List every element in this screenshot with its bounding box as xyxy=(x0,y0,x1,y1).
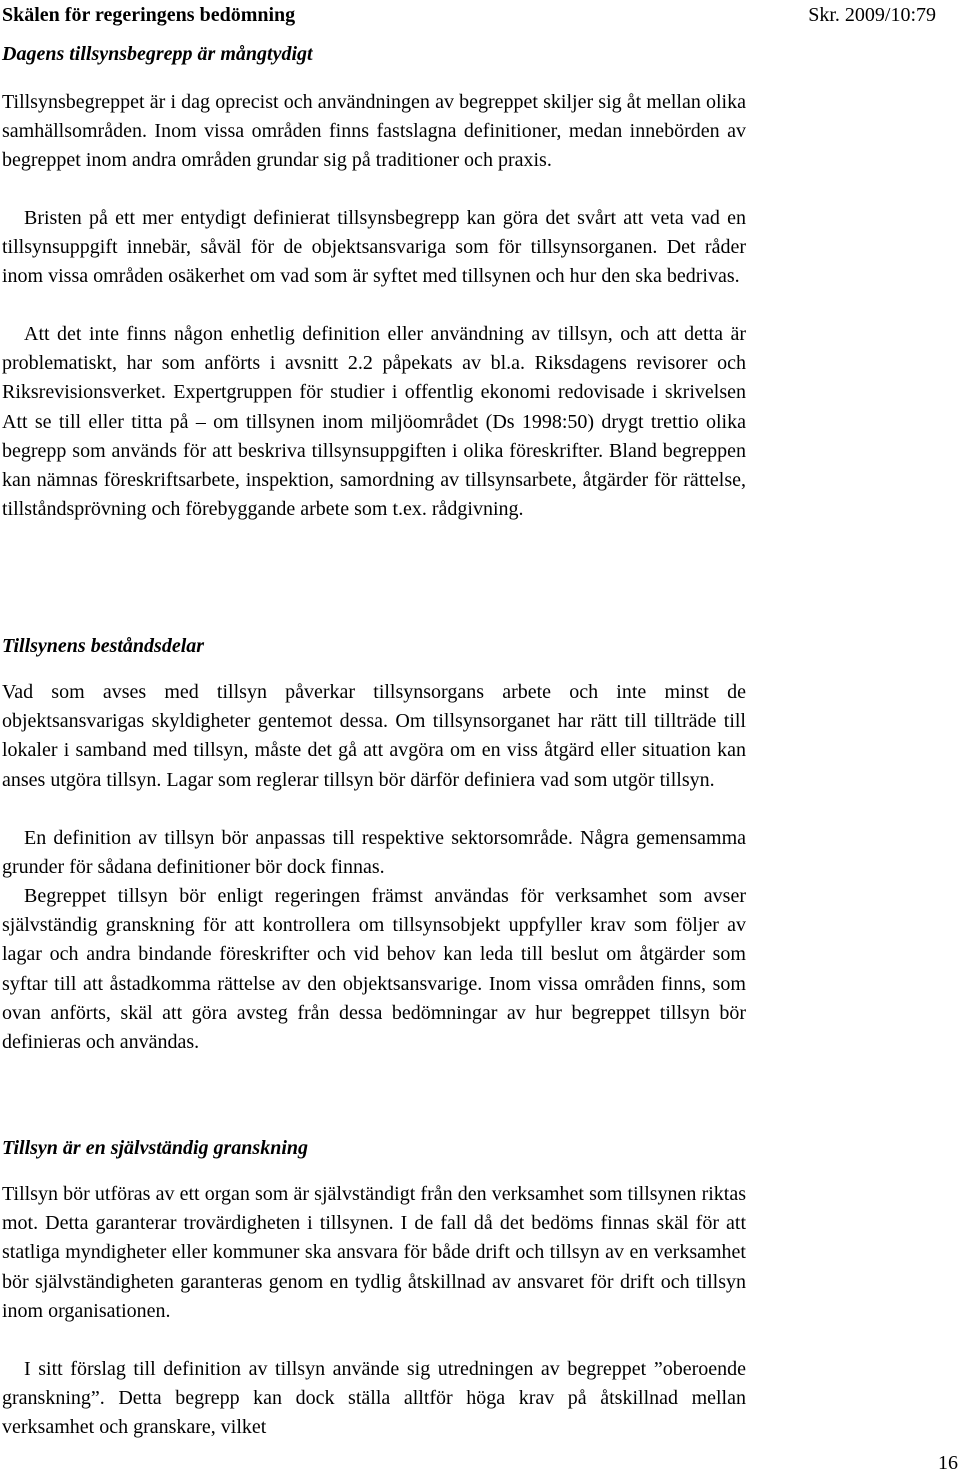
section-heading: Dagens tillsynsbegrepp är mångtydigt xyxy=(2,43,313,65)
paragraph: Bristen på ett mer entydigt definierat tillsynsbegrepp kan göra det svårt att veta vad en tillsynsuppgift innebär, såväl för de objektsansvariga som för tillsynsorganen. Det råder inom vissa områden osäkerhet om vad som är syftet med tillsynen och hur den ska bedrivas. xyxy=(2,207,746,288)
running-header-title: Skälen för regeringens bedömning xyxy=(2,4,296,26)
paragraph: Vad som avses med tillsyn påverkar tillsynsorgans arbete och inte minst de objektsansvarigas skyldigheter gentemot dessa. Om tillsynsorganet har rätt till tillträde till lokaler i samband med tillsyn, måste det gå att avgöra om en viss åtgärd eller situation kan anses utgöra tillsyn. Lagar som reglerar tillsyn bör därför definiera vad som utgör tillsyn. xyxy=(2,681,746,791)
paragraph: Tillsynsbegreppet är i dag oprecist och användningen av begreppet skiljer sig åt mellan olika samhällsområden. Inom vissa områden finns fastslagna definitioner, medan innebörden av begreppet inom andra områden grundar sig på traditioner och praxis. xyxy=(2,91,746,172)
paragraph: Begreppet tillsyn bör enligt regeringen främst användas för verksamhet som avser självständig granskning för att kontrollera om tillsynsobjekt uppfyller krav som följer av lagar och andra bindande föreskrifter och vid behov kan leda till beslut om åtgärder som syftar till att åstadkomma rättelse av den objektsansvarige. Inom vissa områden finns, som ovan anförts, skäl att göra avsteg från dessa bedömningar av hur begreppet tillsyn bör definieras och användas. xyxy=(2,885,746,1054)
section-heading: Tillsynens beståndsdelar xyxy=(2,635,205,657)
page-number: 16 xyxy=(938,1452,958,1474)
section-heading: Tillsyn är en självständig granskning xyxy=(2,1137,308,1159)
paragraph: Att det inte finns någon enhetlig definition eller användning av tillsyn, och att detta är problematiskt, har som anförts i avsnitt 2.2 påpekats av bl.a. Riksdagens revisorer och Riksrevisionsverket. Expertgruppen för studier i offentlig ekonomi redovisade i skrivelsen Att se till eller titta på – om tillsynen inom miljöområdet (Ds 1998:50) drygt trettio olika begrepp som används för att beskriva tillsynsuppgiften i olika föreskrifter. Bland begreppen kan nämnas föreskriftsarbete, inspektion, samordning av tillsynsarbete, åtgärder för rättelse, tillståndsprövning och förebyggande arbete som t.ex. rådgivning. xyxy=(2,323,746,521)
paragraph: Tillsyn bör utföras av ett organ som är självständigt från den verksamhet som tillsynen riktas mot. Detta garanterar trovärdigheten i tillsynen. I de fall då det bedöms finnas skäl för att statliga myndigheter eller kommuner ska ansvara för både drift och tillsyn av en verksamhet bör självständigheten garanteras genom en tydlig åtskillnad av ansvaret för drift och tillsyn inom organisationen. xyxy=(2,1183,746,1322)
paragraph: I sitt förslag till definition av tillsyn använde sig utredningen av begreppet ”oberoende granskning”. Detta begrepp kan dock ställa alltför höga krav på åtskillnad mellan verksamhet och granskare, vilket xyxy=(2,1358,746,1439)
document-reference: Skr. 2009/10:79 xyxy=(808,4,936,26)
paragraph: En definition av tillsyn bör anpassas till respektive sektorsområde. Några gemensamma grunder för sådana definitioner bör dock finnas. xyxy=(2,827,746,879)
